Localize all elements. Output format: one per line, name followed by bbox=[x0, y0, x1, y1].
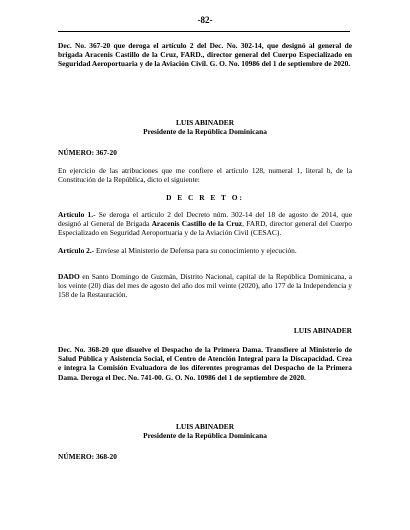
header-rule bbox=[58, 31, 350, 32]
decree-367-article-1 bbox=[58, 210, 352, 238]
decree-367-signer-title: Presidente de la República Dominicana bbox=[143, 127, 267, 136]
dado-label: DADO bbox=[58, 272, 80, 281]
decree-367-heading: D E C R E T O: bbox=[166, 193, 244, 202]
page-number: -82- bbox=[197, 15, 213, 25]
decree-367-dado bbox=[58, 272, 352, 300]
decree-368-number: NÚMERO: 368-20 bbox=[58, 452, 117, 461]
decree-367-signature: LUIS ABINADER bbox=[293, 326, 352, 335]
article-2-label: Artículo 2.- bbox=[58, 246, 95, 255]
decree-367-summary: Dec. No. 367-20 que deroga el artículo 2 del Dec. No. 302-14, que designó al general de brigada Aracenis Castillo de la Cruz, FARD., director general del Cuerpo Especializado en Seguridad Aeroportuaria y de la Aviación Civil. G. O. No. 10986 del 1 de septiembre de 2020. bbox=[58, 41, 352, 69]
article-1-label: Artículo 1.- bbox=[58, 210, 96, 219]
article-2-text: Envíese al Ministerio de Defensa para su conocimiento y ejecución. bbox=[94, 246, 297, 255]
decree-368-summary: Dec. No. 368-20 que disuelve el Despacho de la Primera Dama. Transfiere al Ministerio de Salud Pública y Asistencia Social, el Centro de Atención Integral para la Discapacidad. Crea e integra la Comisión Evaluadora de los diferentes programas del Despacho de la Primera Dama. Deroga el Dec. No. 741-00. G. O. No. 10986 del 1 de septiembre de 2020. bbox=[58, 345, 352, 382]
decree-368-signer-title: Presidente de la República Dominicana bbox=[143, 431, 267, 440]
decree-367-number: NÚMERO: 367-20 bbox=[58, 148, 117, 157]
decree-367-signer-name: LUIS ABINADER bbox=[175, 118, 235, 127]
article-1-bold-name: Aracenis Castillo de la Cruz bbox=[151, 219, 243, 229]
decree-367-preamble: En ejercicio de las atribuciones que me confiere el artículo 128, numeral 1, literal b, de la Constitución de la República, dicto el siguiente: bbox=[58, 166, 352, 185]
decree-367-article-2 bbox=[58, 246, 352, 255]
article-1-text-b: , FARD, director general del Cuerpo Especializado en Seguridad Aeroportuaria y de la Aviación Civil (CESAC). bbox=[58, 219, 352, 238]
article-1-text-a: Se deroga el artículo 2 del Decreto núm. 302-14 del 18 de agosto de 2014, que designó al General de Brigada bbox=[58, 210, 352, 229]
decree-368-signer-name: LUIS ABINADER bbox=[175, 422, 235, 431]
dado-text: en Santo Domingo de Guzmán, Distrito Nacional, capital de la República Dominicana, a los veinte (20) días del mes de agosto del año dos mil veinte (2020), año 177 de la Independencia y 158 de la Restauración. bbox=[58, 272, 352, 300]
